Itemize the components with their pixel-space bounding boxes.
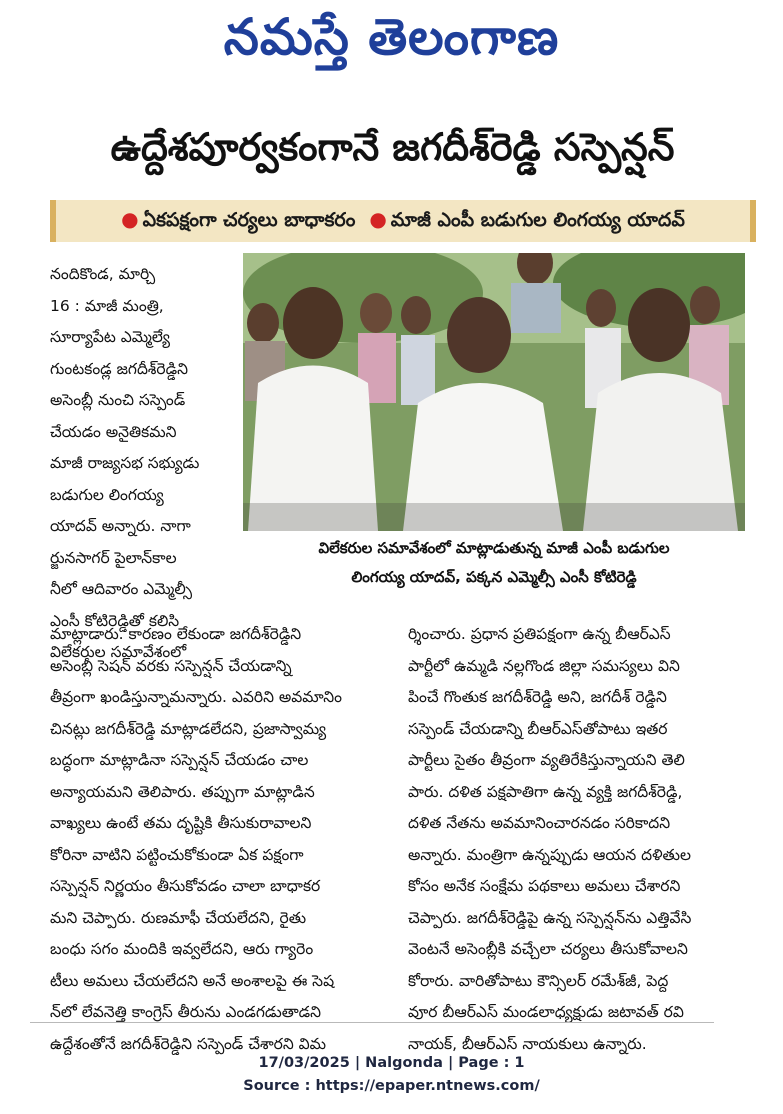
text-line: యాదవ్ అన్నారు. నాగా xyxy=(50,517,191,535)
text-line: విలేకరుల సమావేశంలో xyxy=(50,643,187,661)
article-column-left-top xyxy=(50,259,238,669)
text-line: బంధు సగం మందికి ఇవ్వలేదని, ఆరు గ్యారెం xyxy=(50,940,314,958)
text-line: నీలో ఆదివారం ఎమ్మెల్సీ xyxy=(50,580,193,598)
text-line: ఎంసీ కోటిరెడ్డితో కలిసి xyxy=(50,611,180,630)
text-line: పార్టీలు సైతం తీవ్రంగా వ్యతిరేకిస్తున్నాయని తెలి xyxy=(408,751,685,769)
subheadline-1-text: ఏకపక్షంగా చర్యలు బాధాకరం xyxy=(142,208,356,231)
footer-divider xyxy=(30,1022,714,1023)
text-line: అన్నారు. మంత్రిగా ఉన్నప్పుడు ఆయన దళితుల xyxy=(408,845,691,864)
text-line: చినట్లు జగదీశ్‌రెడ్డి మాట్లాడలేదని, ప్రజాస్వామ్య xyxy=(50,719,327,738)
text-line: సస్పెన్షన్ నిర్ణయం తీసుకోవడం చాలా బాధాకర xyxy=(50,877,321,895)
text-line: టీలు అమలు చేయలేదని అనే అంశాలపై ఈ సెష xyxy=(50,971,335,990)
page-footer xyxy=(0,1052,783,1098)
text-line: తీవ్రంగా ఖండిస్తున్నామన్నారు. ఎవరిని అవమానిం xyxy=(50,688,342,706)
text-line: అసెంబ్లీ నుంచి సస్పెండ్ xyxy=(50,391,186,409)
text-line: బడుగుల లింగయ్య xyxy=(50,485,164,504)
text-line: పించే గొంతుక జగదీశ్‌రెడ్డి అని, జగదీశ్ రెడ్డిని xyxy=(408,688,667,706)
text-line: సూర్యాపేట ఎమ్మెల్యే xyxy=(50,328,170,346)
newspaper-masthead: నమస్తే తెలంగాణ xyxy=(223,7,560,66)
subheadline-2-text: మాజీ ఎంపీ బడుగుల లింగయ్య యాదవ్ xyxy=(390,208,685,231)
text-line: వాఖ్యలు ఉంటే తమ దృష్టికి తీసుకురావాలని xyxy=(50,814,312,832)
text-line: ర్జునసాగర్ పైలాన్‌కాల xyxy=(50,548,177,567)
text-line: వెంటనే అసెంబ్లీకి వచ్చేలా చర్యలు తీసుకోవాలని xyxy=(408,940,688,958)
text-line: గుంటకండ్ల జగదీశ్‌రెడ్డిని xyxy=(50,359,188,378)
text-line: దళిత నేతను అవమానించారనడం సరికాదని xyxy=(408,814,671,832)
text-line: ర్శించారు. ప్రధాన ప్రతిపక్షంగా ఉన్న బీఆర్ఎస్ xyxy=(408,625,671,643)
bullet-icon: ● xyxy=(369,206,387,231)
text-line: కోరినా వాటిని పట్టించుకోకుండా ఏక పక్షంగా xyxy=(50,845,304,864)
text-line: బద్ధంగా మాట్లాడినా సస్పెన్షన్ చేయడం చాల xyxy=(50,751,309,769)
text-line: కోసం అనేక సంక్షేమ పథకాలు అమలు చేశారని xyxy=(408,877,681,895)
footer-date-edition: 17/03/2025 | Nalgonda | Page : 1 xyxy=(258,1055,525,1071)
subheadline-bar xyxy=(50,200,756,242)
text-line: కోరారు. వారితోపాటు కౌన్సిలర్ రమేశ్‌జీ, పెద్ద xyxy=(408,971,669,990)
footer-source-link[interactable]: Source : https://epaper.ntnews.com/ xyxy=(243,1078,540,1094)
subheadline-2 xyxy=(369,207,685,236)
subheadline-1 xyxy=(121,207,355,236)
text-line: పారు. దళిత పక్షపాతిగా ఉన్న వ్యక్తి జగదీశ్‌రెడ్డి, xyxy=(408,782,683,801)
text-line: నాయక్, బీఆర్ఎస్ నాయకులు ఉన్నారు. xyxy=(408,1034,647,1053)
photo-caption-line: లింగయ్య యాదవ్, పక్కన ఎమ్మెల్సీ ఎంసీ కోటిరెడ్డి xyxy=(351,568,637,586)
text-line: అసెంబ్లీ సెషన్ వరకు సస్పెన్షన్ చేయడాన్ని xyxy=(50,656,292,675)
news-photo xyxy=(243,253,745,531)
photo-caption-line: విలేకరుల సమావేశంలో మాట్లాడుతున్న మాజీ ఎంపీ బడుగుల xyxy=(318,539,670,557)
text-line: పార్టీలో ఉమ్మడి నల్లగొండ జిల్లా సమస్యలు విని xyxy=(408,656,680,675)
article-headline: ఉద్దేశపూర్వకంగానే జగదీశ్‌రెడ్డి సస్పెన్షన్ xyxy=(110,125,675,169)
article-column-left-bottom xyxy=(50,619,393,1060)
news-photo-illustration xyxy=(243,253,745,531)
text-line: ఉద్దేశంతోనే జగదీశ్‌రెడ్డిని సస్పెండ్ చేశారని విమ xyxy=(50,1034,327,1053)
text-line: మాజీ రాజ్యసభ సభ్యుడు xyxy=(50,454,200,472)
article-column-right-bottom xyxy=(408,619,748,1060)
text-line: అన్యాయమని తెలిపారు. తప్పుగా మాట్లాడిన xyxy=(50,782,315,801)
text-line: మని చెప్పారు. రుణమాఫీ చేయలేదని, రైతు xyxy=(50,908,307,927)
photo-caption xyxy=(243,534,745,596)
text-line: న్‌లో లేవనెత్తి కాంగ్రెస్ తీరును ఎండగడుతాడని xyxy=(50,1003,322,1021)
bullet-icon: ● xyxy=(121,206,139,231)
text-line: 16 : మాజీ మంత్రి, xyxy=(50,296,164,315)
text-line: నందికొండ, మార్చి xyxy=(50,265,156,283)
text-line: వూర బీఆర్ఎస్ మండలాధ్యక్షుడు జటావత్ రవి xyxy=(408,1003,684,1021)
text-line: సస్పెండ్ చేయడాన్ని బీఆర్ఎస్‌తోపాటు ఇతర xyxy=(408,719,668,738)
text-line: మాట్లాడారు. కారణం లేకుండా జగదీశ్‌రెడ్డిని xyxy=(50,625,302,643)
text-line: చెప్పారు. జగదీశ్‌రెడ్డిపై ఉన్న సస్పెన్షన్‌ను ఎత్తివేసి xyxy=(408,908,692,927)
text-line: చేయడం అనైతికమని xyxy=(50,422,177,441)
